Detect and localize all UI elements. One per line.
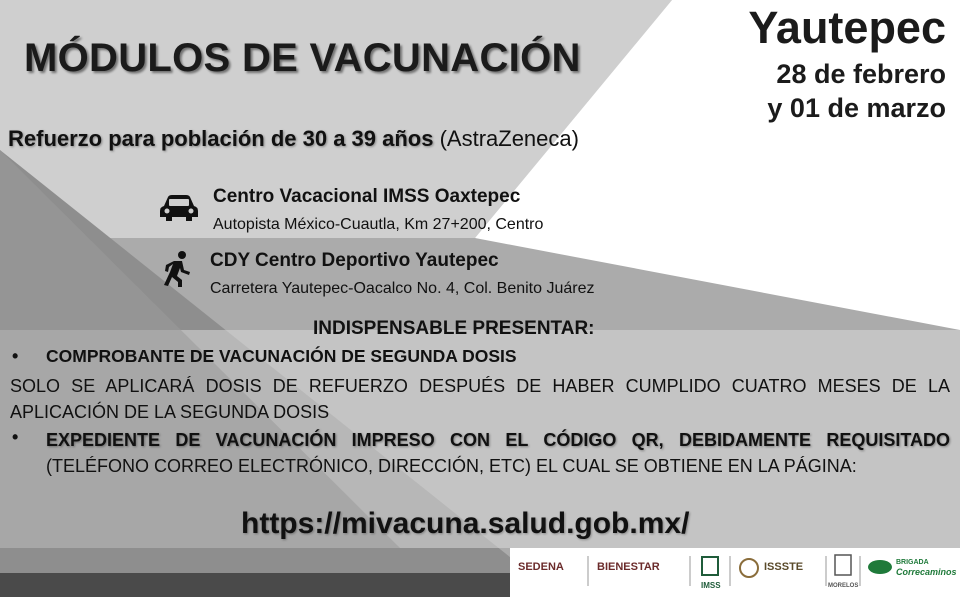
- subtitle-bold: Refuerzo para población de 30 a 39 años: [8, 126, 434, 151]
- footer-logo-panel: [510, 548, 960, 597]
- morelos-logo: MORELOS: [828, 583, 859, 589]
- bullet-2: •: [12, 427, 19, 447]
- page-title: MÓDULOS DE VACUNACIÓN: [24, 36, 581, 80]
- requirement-item-1: COMPROBANTE DE VACUNACIÓN DE SEGUNDA DOSIS: [46, 346, 517, 366]
- sedena-logo: SEDENA: [518, 561, 564, 573]
- brigada-logo: BRIGADA: [896, 559, 929, 566]
- correcaminos-bird-icon: [868, 560, 892, 574]
- requirements-title: INDISPENSABLE PRESENTAR:: [313, 318, 595, 339]
- venue-2-address: Carretera Yautepec-Oacalco No. 4, Col. Benito Juárez: [210, 280, 595, 297]
- date-line-2: y 01 de marzo: [767, 93, 946, 123]
- issste-logo: ISSSTE: [764, 561, 804, 573]
- subtitle-vaccine: (AstraZeneca): [433, 126, 579, 151]
- footer-dark-strip: [0, 573, 530, 597]
- date-line-1: 28 de febrero: [776, 59, 946, 89]
- car-icon: [158, 193, 200, 223]
- venue-1-address: Autopista México-Cuautla, Km 27+200, Centro: [213, 216, 544, 233]
- correcaminos-logo: Correcaminos: [896, 567, 957, 577]
- requirement-item-2-detail: (TELÉFONO CORREO ELECTRÓNICO, DIRECCIÓN, ETC) EL CUAL SE OBTIENE EN LA PÁGINA:: [46, 456, 857, 476]
- imss-logo: IMSS: [701, 581, 721, 590]
- footer-logo-bar: [0, 548, 960, 597]
- booster-note: SOLO SE APLICARÁ DOSIS DE REFUERZO DESPUÉS DE HABER CUMPLIDO CUATRO MESES DE LA APLICACIÓN DE LA SEGUNDA DOSIS: [10, 376, 950, 422]
- walking-person-icon: [160, 250, 194, 288]
- bullet-1: •: [12, 346, 19, 366]
- bienestar-logo: BIENESTAR: [597, 561, 660, 573]
- vaccine-website-link[interactable]: https://mivacuna.salud.gob.mx/: [241, 507, 690, 540]
- event-dates: [767, 57, 946, 125]
- venue-2-name: CDY Centro Deportivo Yautepec: [210, 250, 499, 271]
- venue-1-name: Centro Vacacional IMSS Oaxtepec: [213, 186, 521, 207]
- city-name: Yautepec: [748, 2, 946, 53]
- requirement-item-2-bold: EXPEDIENTE DE VACUNACIÓN IMPRESO CON EL CÓDIGO QR, DEBIDAMENTE REQUISITADO: [46, 430, 950, 450]
- subtitle: [8, 126, 579, 152]
- requirement-item-2: [46, 427, 950, 479]
